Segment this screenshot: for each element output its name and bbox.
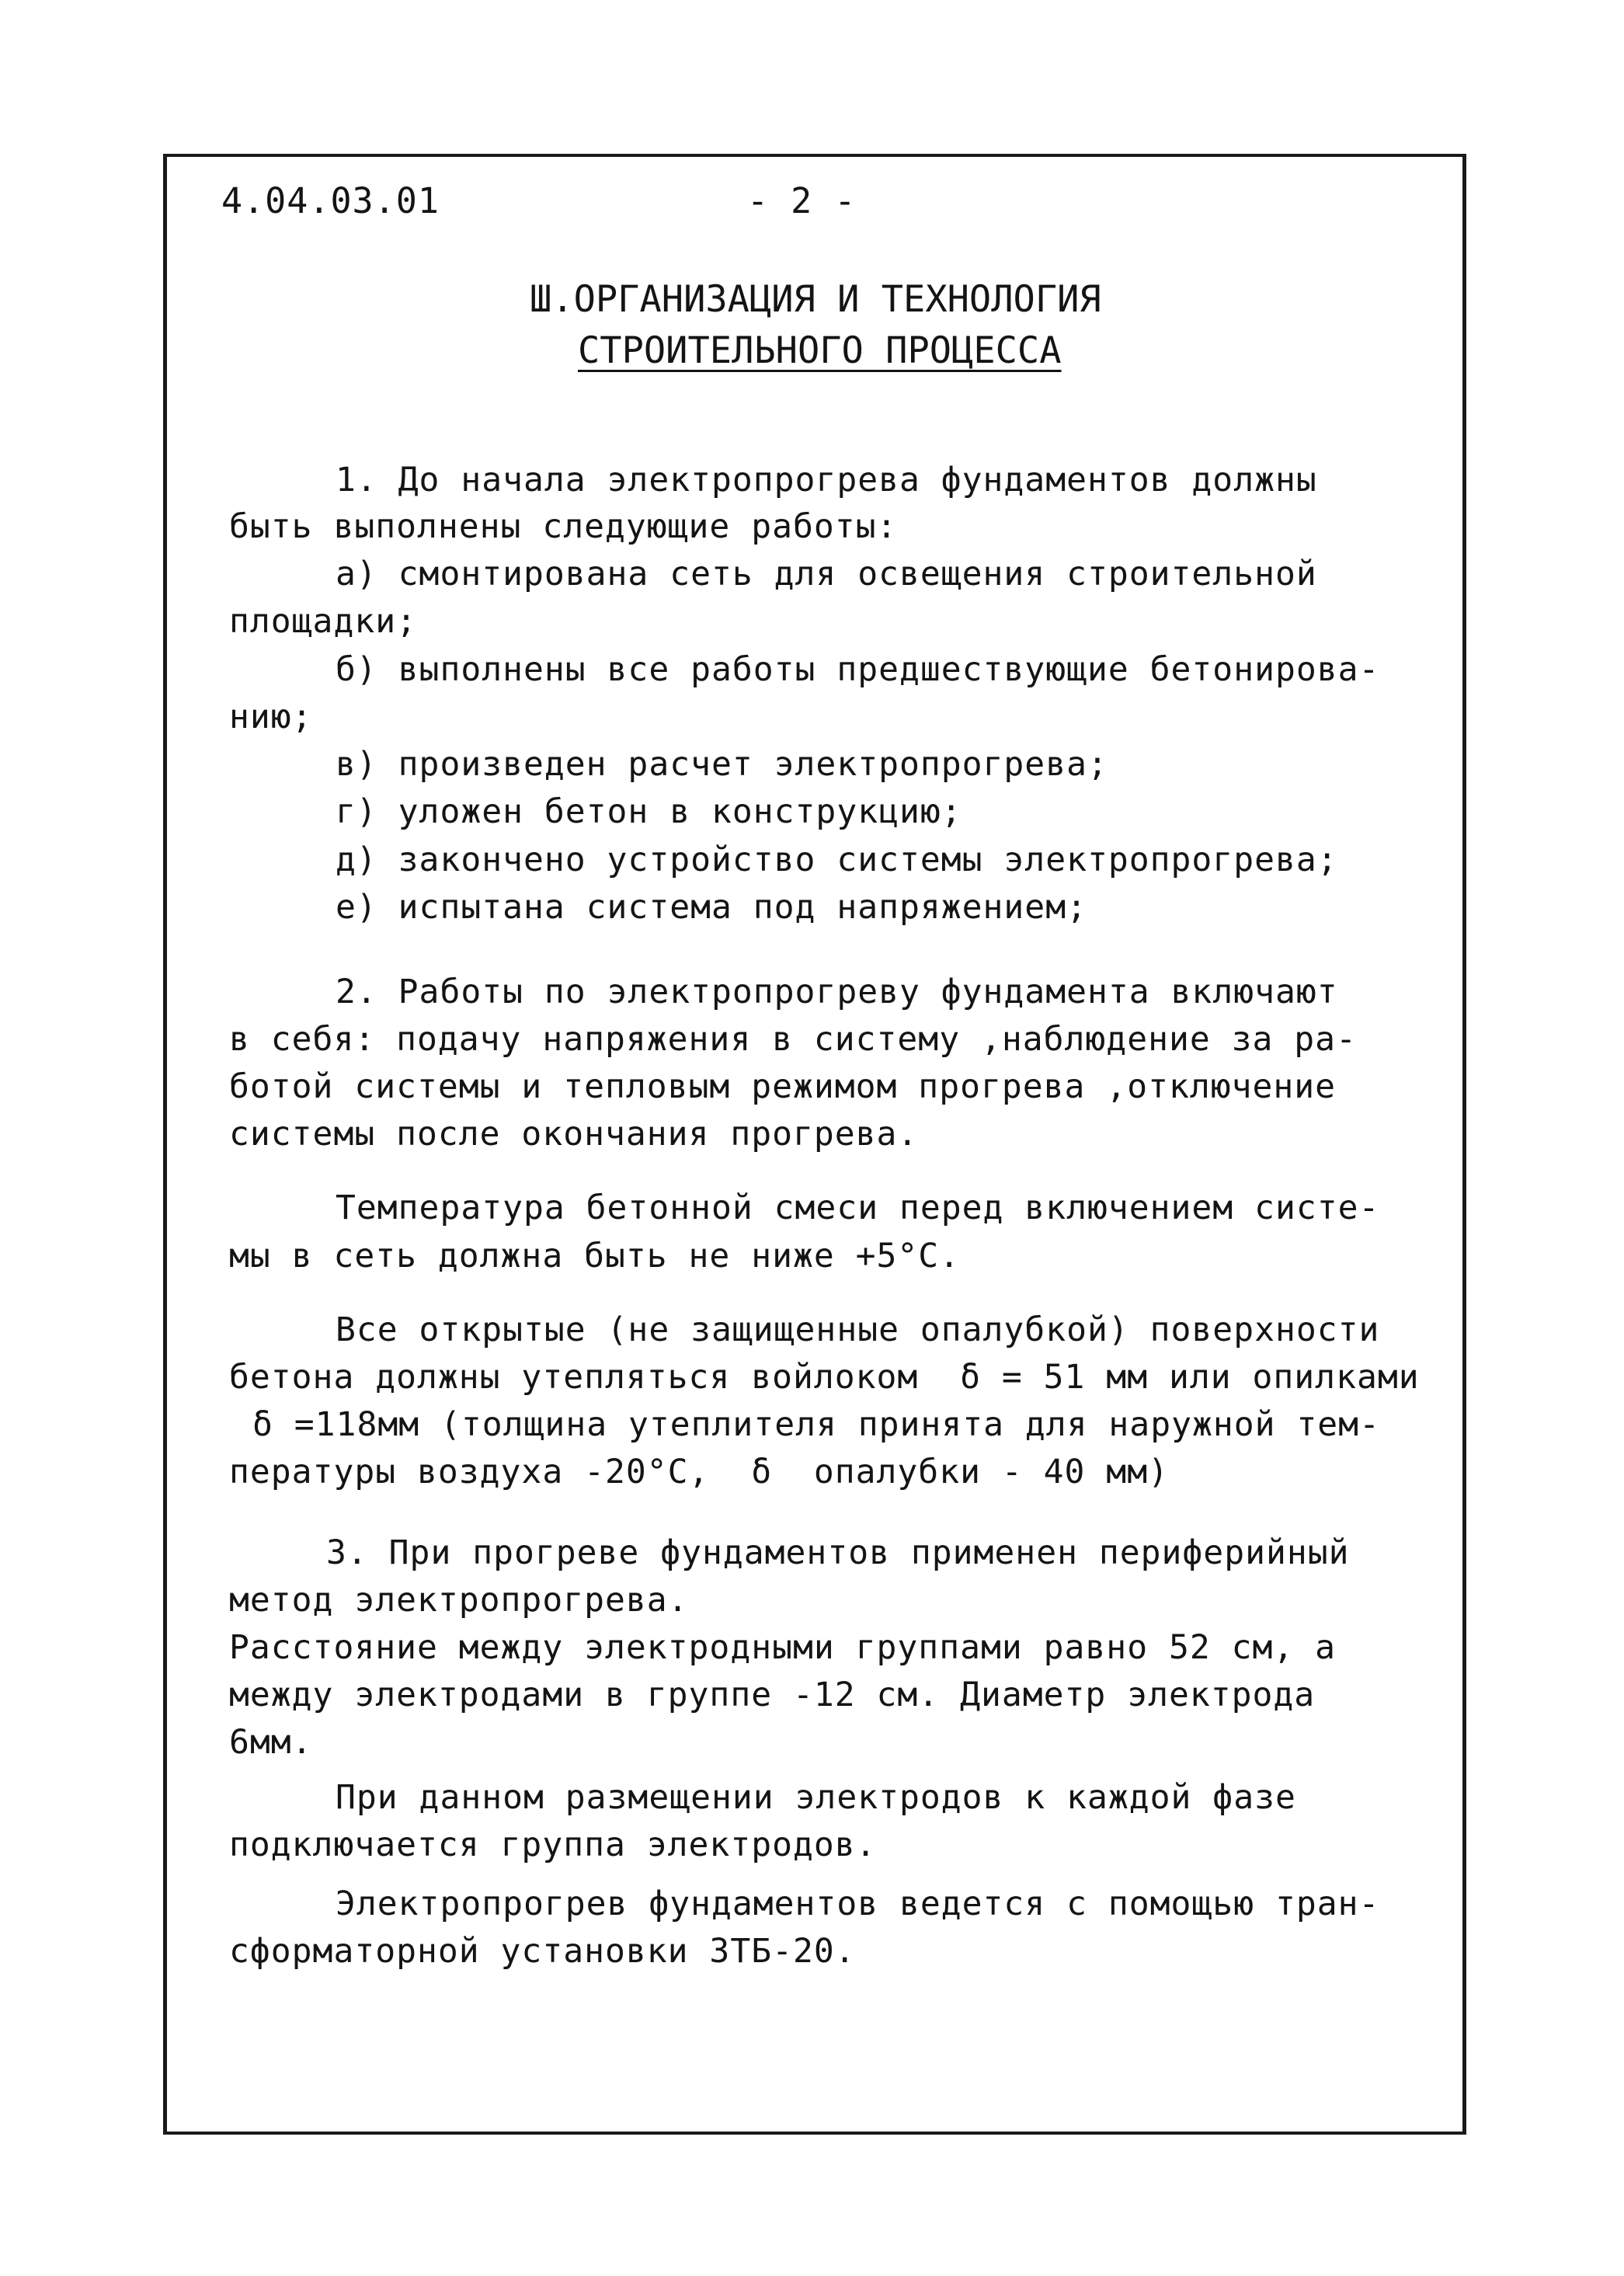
body-line: Температура бетонной смеси перед включением систе- (336, 1188, 1380, 1227)
body-line: Расстояние между электродными группами равно 52 см, а (229, 1628, 1337, 1667)
body-line: 1. До начала электропрогрева фундаментов должны (336, 461, 1317, 499)
body-line: метод электропрогрева. (229, 1581, 689, 1620)
body-line: г) уложен бетон в конструкцию; (336, 792, 962, 831)
body-line: нию; (229, 698, 313, 736)
body-line: 3. При прогреве фундаментов применен периферийный (326, 1533, 1350, 1572)
body-line: площадки; (229, 602, 417, 641)
body-line: в себя: подачу напряжения в систему ,наблюдение за ра- (229, 1020, 1357, 1059)
body-line: подключается группа электродов. (229, 1825, 877, 1864)
document-code: 4.04.03.01 (221, 180, 440, 221)
body-line: При данном размещении электродов к каждой фазе (336, 1778, 1296, 1817)
body-line: д) закончено устройство системы электропрогрева; (336, 840, 1338, 879)
body-line: Электропрогрев фундаментов ведется с помощью тран- (336, 1884, 1380, 1923)
section-title-line-1: Ш.ОРГАНИЗАЦИЯ И ТЕХНОЛОГИЯ (530, 278, 1101, 321)
body-line: между электродами в группе -12 см. Диаметр электрода (229, 1676, 1316, 1714)
body-line: в) произведен расчет электропрогрева; (336, 745, 1108, 784)
body-line: 6мм. (229, 1723, 313, 1762)
body-line: системы после окончания прогрева. (229, 1115, 919, 1154)
body-line: 2. Работы по электропрогреву фундамента включают (336, 973, 1338, 1011)
body-line: е) испытана система под напряжением; (336, 888, 1087, 927)
body-line: а) смонтирована сеть для освещения строительной (336, 555, 1317, 593)
body-line: быть выполнены следующие работы: (229, 507, 898, 546)
body-line: сформаторной установки ЗТБ-20. (229, 1932, 856, 1971)
body-line: δ =118мм (толщина утеплителя принята для наружной тем- (252, 1405, 1380, 1444)
body-line: б) выполнены все работы предшествующие бетонирова- (336, 650, 1380, 689)
body-line: Все открытые (не защищенные опалубкой) поверхности (336, 1310, 1380, 1349)
body-line: ботой системы и тепловым режимом прогрева ,отключение (229, 1067, 1337, 1106)
page-number: - 2 - (747, 180, 857, 221)
body-line: пературы воздуха -20°С, δ опалубки - 40 мм) (229, 1453, 1169, 1491)
body-line: мы в сеть должна быть не ниже +5°С. (229, 1237, 961, 1275)
body-line: бетона должны утепляться войлоком δ = 51 мм или опилками (229, 1358, 1420, 1397)
section-title-line-2: СТРОИТЕЛЬНОГО ПРОЦЕССА (578, 329, 1062, 372)
